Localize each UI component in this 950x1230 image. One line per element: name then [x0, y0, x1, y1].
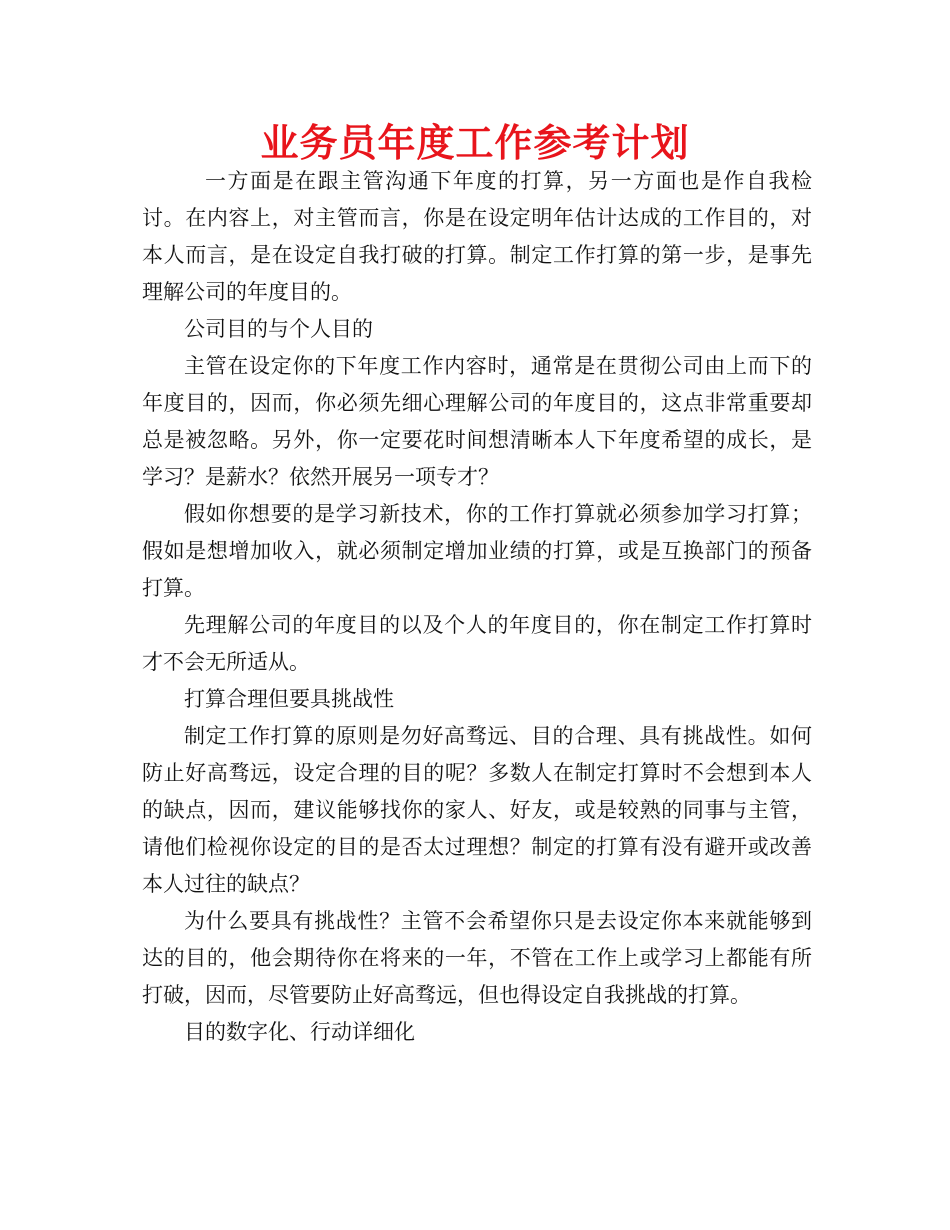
document-title: 业务员年度工作参考计划	[260, 120, 690, 165]
paragraph-intro: 一方面是在跟主管沟通下年度的打算，另一方面也是作自我检讨。在内容上，对主管而言，你是在设定明年估计达成的工作目的，对本人而言，是在设定自我打破的打算。制定工作打算的第一步，是事先理解公司的年度目的。	[142, 169, 812, 304]
paragraph-goals: 主管在设定你的下年度工作内容时，通常是在贯彻公司由上而下的年度目的，因而，你必须先细心理解公司的年度目的，这点非常重要却总是被忽略。另外，你一定要花时间想清晰本人下年度希望的成长，是学习？是薪水？依然开展另一项专才？	[142, 354, 812, 489]
section-heading-challenge: 打算合理但要具挑战性	[184, 687, 394, 711]
paragraph-principles: 制定工作打算的原则是勿好高骛远、目的合理、具有挑战性。如何防止好高骛远，设定合理的目的呢？多数人在制定打算时不会想到本人的缺点，因而，建议能够找你的家人、好友，或是较熟的同事与主管，请他们检视你设定的目的是否太过理想？制定的打算有没有避开或改善本人过往的缺点？	[142, 724, 812, 896]
section-heading-goals: 公司目的与个人目的	[184, 317, 373, 341]
paragraph-learning: 假如你想要的是学习新技术，你的工作打算就必须参加学习打算；假如是想增加收入，就必须制定增加业绩的打算，或是互换部门的预备打算。	[142, 502, 812, 600]
section-heading-quantify: 目的数字化、行动详细化	[184, 1020, 415, 1044]
paragraph-understand-goals: 先理解公司的年度目的以及个人的年度目的，你在制定工作打算时才不会无所适从。	[142, 613, 812, 674]
paragraph-why-challenge: 为什么要具有挑战性？主管不会希望你只是去设定你本来就能够到达的目的，他会期待你在将来的一年，不管在工作上或学习上都能有所打破，因而，尽管要防止好高骛远，但也得设定自我挑战的打算。	[142, 909, 812, 1007]
document-body	[142, 163, 812, 1051]
